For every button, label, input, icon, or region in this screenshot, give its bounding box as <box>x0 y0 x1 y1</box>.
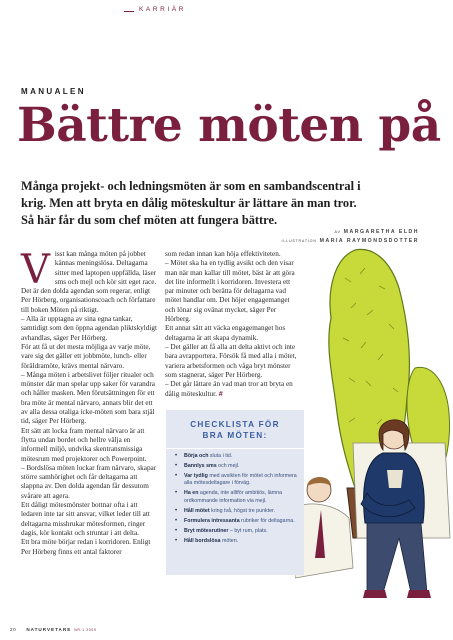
page-footer <box>10 627 96 632</box>
illustration-credit: MARIA RAYMONDSDOTTER <box>319 238 419 244</box>
checklist-item <box>175 463 298 470</box>
closing-sentence: – Det går lättare än vad man tror att bryta en dålig möteskultur. <box>165 380 293 399</box>
body-paragraph: isst kan många möten på jobbet kännas meningslösa. Deltagarna sitter med laptopen uppfällda, läser sms och mejl och kör sitt eget race. Det är den dolda agendan som regerar, enligt Per Hörberg, organisationscoach och författare till boken Möten på riktigt. <box>21 250 157 314</box>
body-paragraph: – Bordslösa möten lockar fram närvaro, skapar större samhörighet och får deltagarna att slappna av. Den dolda agendan får dessutom svårare att agera. <box>21 463 157 500</box>
checklist-list <box>166 449 304 545</box>
issue-label: NR 1 2009 <box>74 628 97 632</box>
checklist-item-text: rubriker för deltagarna. <box>239 517 295 524</box>
byline-role: AV <box>334 230 341 234</box>
body-paragraph: Ett sätt att locka fram mental närvaro är att flytta undan bordet och hellre välja en informell miljö, undvika skentransmissiga mötesrum med projektorer och Powerpoint. <box>21 426 147 463</box>
checklist-item-text: sluta i tid. <box>208 453 233 459</box>
checklist-item <box>175 473 298 487</box>
body-paragraph: – Det gäller att få alla att delta aktivt och inte bara avrapportera. Försök få med alla i mötet, variera arbetsformen och våga bryt mönster som stagnerat, säger Per Hörberg. <box>165 342 297 379</box>
checklist-item-lead: Börja och <box>184 453 209 459</box>
checklist-item <box>175 453 298 460</box>
checklist-item-text: – byt rum, plats. <box>228 527 268 534</box>
checklist-item-lead: Formulera intressanta <box>184 517 240 524</box>
checklist-item-text: agenda, inte alltför ambitiös, lämna ordkommande information via mejl. <box>184 490 283 504</box>
checklist-box <box>166 410 304 575</box>
checklist-item-lead: Var tydlig <box>184 473 208 480</box>
checklist-item-text: möten. <box>220 538 239 545</box>
checklist-title-line: CHECKLISTA FÖR <box>190 420 280 429</box>
checklist-item-text: med avsikten för mötet och informera alla mötesdeltagare i förväg. <box>184 473 297 487</box>
body-paragraph: som redan innan kan höja effektiviteten. <box>165 250 281 258</box>
byline-author: MARGARETHA ELDH <box>343 229 419 235</box>
checklist-title <box>166 410 304 441</box>
checklist-item-lead: Ha en <box>184 490 199 497</box>
woman-legs <box>367 523 427 593</box>
checklist-item-lead: Håll mötet <box>184 507 210 514</box>
end-mark: # <box>218 389 223 399</box>
checklist-item <box>175 508 298 515</box>
checklist-item-text: kring två, högst tre punkter. <box>209 507 275 514</box>
lead-paragraph <box>21 178 416 229</box>
checklist-item <box>175 528 298 535</box>
checklist-item <box>175 518 298 525</box>
body-paragraph: Ett bra möte börjar redan i korridoren. Enligt Per Hörberg finns ett antal faktorer <box>21 538 151 556</box>
magazine-name: NATURVETARE <box>26 627 72 632</box>
checklist-item-text: och mejl. <box>216 463 240 470</box>
body-column-2 <box>165 250 300 400</box>
meeting-illustration <box>295 238 453 603</box>
page-number: 20 <box>10 627 17 632</box>
checklist-item-lead: Bryt mötesrutiner <box>184 527 229 534</box>
checklist-item-lead: Bannlys sms <box>184 463 217 470</box>
drop-cap: V <box>21 247 50 293</box>
body-paragraph: – Alla är upptagna av sina egna tankar, samtidigt som den öppna agendan pliktskyldigt avhandlas, säger Per Hörberg. <box>21 315 157 342</box>
body-paragraph: – Mötet ska ha en tydlig avsikt och den visar man när man kallar till mötet, bäst är att göra det lite informellt i korridoren. Investera ett par minuter och berätta för deltagarna vad mötet handlar om. Det höjer engagemanget och lönar sig ovänat mycket, säger Per Hörberg. <box>165 259 295 324</box>
body-paragraph: – Många möten i arbetslivet följer ritualer och mönster där man spelar upp saker för varandra och håller masken. Men förutsättningen för ett bra möte är mental närvaro, annars blir det ett av alla dessa otaliga icke-möten som bara stjäl tid, säger Per Hörberg. <box>21 370 155 426</box>
body-paragraph: För att få ut det mesta möjliga av varje möte, vare sig det gäller ett jobbmöte, lunch- eller föräldramöte, krävs mental närvaro. <box>21 342 151 370</box>
checklist-item-lead: Håll bordslösa <box>184 538 221 545</box>
section-rule <box>124 11 134 12</box>
body-paragraph: Ett dåligt mötesmönster bottnar ofta i att ledaren inte tar sitt ansvar, vilket leder till att deltagarna misshrukar mötesformen, ringer dagis, kör kontakt och struntar i att delta. <box>21 501 150 537</box>
lead-line: krig. Men att bryta en dålig möteskultur är lättare än man tror. <box>21 196 357 210</box>
section-label: KARRIÄR <box>139 6 187 13</box>
body-column-1 <box>21 247 157 557</box>
checklist-title-line: BRA MÖTEN: <box>202 430 268 440</box>
checklist-item <box>175 538 298 545</box>
lead-line: Många projekt- och ledningsmöten är som en sambandscentral i <box>21 179 361 193</box>
illustration-role: ILLUSTRATION <box>281 239 317 243</box>
body-paragraph: Ett annat sätt att väcka engagemanget hos deltagarna är att skapa dynamik. <box>165 324 286 342</box>
checklist-item <box>175 490 298 504</box>
headline: Bättre möten på <box>17 98 441 153</box>
lead-line: Så här får du som chef möten att fungera bättre. <box>21 213 278 227</box>
body-paragraph <box>165 380 300 400</box>
kicker: MANUALEN <box>21 87 86 96</box>
